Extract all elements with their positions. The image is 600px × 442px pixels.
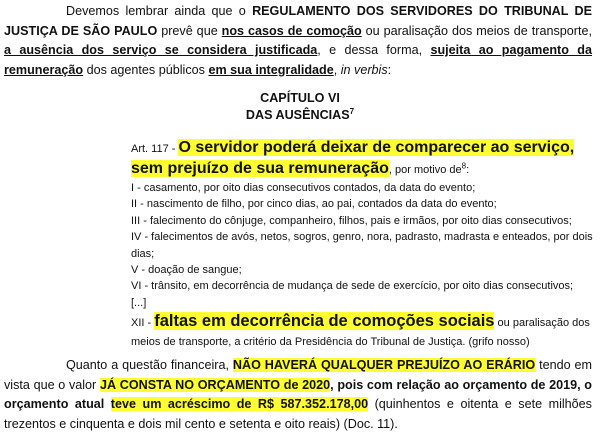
finance-bold-text: , pois com relação ao orçamento de 2019, o orçamento atual — [4, 377, 592, 411]
section-title-text: DAS AUSÊNCIAS — [245, 108, 350, 122]
emphasis-integrality: em sua integralidade — [208, 62, 334, 77]
footnote-ref: 7 — [349, 106, 355, 116]
budget-highlight: JÁ CONSTA NO ORÇAMENTO de 2020 — [99, 377, 331, 392]
regulation-quote — [131, 138, 593, 352]
list-item: I - casamento, por oito dias consecutivos contados, da data do evento; — [131, 182, 476, 194]
intro-text: Devemos lembrar ainda que o — [66, 4, 253, 18]
increase-highlight: teve um acréscimo de R$ 587.352.178,00 — [110, 397, 369, 411]
list-item: [...] — [131, 296, 147, 309]
article-117 — [131, 138, 593, 180]
footnote-ref: 8 — [461, 161, 467, 171]
item-xii-highlight: faltas em decorrência de comoções sociais — [154, 312, 495, 331]
no-loss-highlight: NÃO HAVERÁ QUALQUER PREJUÍZO AO ERÁRIO — [232, 358, 536, 372]
intro-text: dos agentes públicos — [83, 62, 209, 77]
article-number: Art. 117 - — [131, 143, 179, 155]
intro-text: , — [333, 62, 341, 77]
intro-text: prevê que — [157, 23, 222, 38]
list-item: II - nascimento de filho, por cinco dias, ao pai, contados da data do evento; — [131, 198, 497, 211]
intro-text: : — [387, 62, 392, 77]
emphasis-justified-absence: a ausência dos serviço se considera justificada — [4, 43, 318, 57]
list-item: III - falecimento do cônjuge, companheiro, filhos, pais e irmãos, por oito dias consecutivos; — [131, 214, 572, 227]
regulation-name: REGULAMENTO DOS SERVIDORES DO TRIBUNAL DE JUSTIÇA DE SÃO PAULO — [4, 4, 592, 38]
emphasis-payment: sujeita ao pagamento da remuneração — [4, 43, 592, 77]
intro-paragraph — [4, 2, 592, 80]
item-number: XII - — [131, 317, 155, 330]
article-text: , por motivo de — [388, 164, 462, 176]
chapter-heading: CAPÍTULO VI — [260, 91, 340, 105]
list-item: V - doação de sangue; — [131, 264, 242, 277]
finance-paragraph — [4, 356, 592, 434]
list-item: VI - trânsito, em decorrência de mudança de sede de exercício, por oito dias consecutivos; — [131, 280, 574, 293]
section-title — [0, 107, 600, 124]
finance-text: tendo em vista que o valor — [4, 358, 593, 392]
article-highlight: O servidor poderá deixar de comparecer ao serviço, sem prejuízo de sua remuneração — [131, 139, 575, 177]
intro-text: ou paralisação dos meios de transporte, — [361, 23, 592, 38]
item-xii-text: ou paralisação dos meios de transporte, a critério da Presidência do Tribunal de Justiça. (grifo nosso) — [131, 317, 590, 349]
finance-text: Quanto a questão financeira, — [66, 358, 233, 372]
item-xii — [131, 312, 593, 352]
intro-text: , e dessa forma, — [317, 43, 431, 57]
list-item: IV - falecimentos de avós, netos, sogros, genro, nora, padrasto, madrasta e enteados, por dois dias; — [131, 231, 593, 260]
emphasis-commotion: nos casos de comoção — [221, 23, 362, 38]
article-text: : — [466, 164, 470, 176]
finance-text: (quinhentos e oitenta e sete milhões trezentos e cinquenta e dois mil cento e setenta e oito reais) (Doc. 11). — [4, 397, 592, 431]
in-verbis: in verbis — [340, 62, 388, 77]
